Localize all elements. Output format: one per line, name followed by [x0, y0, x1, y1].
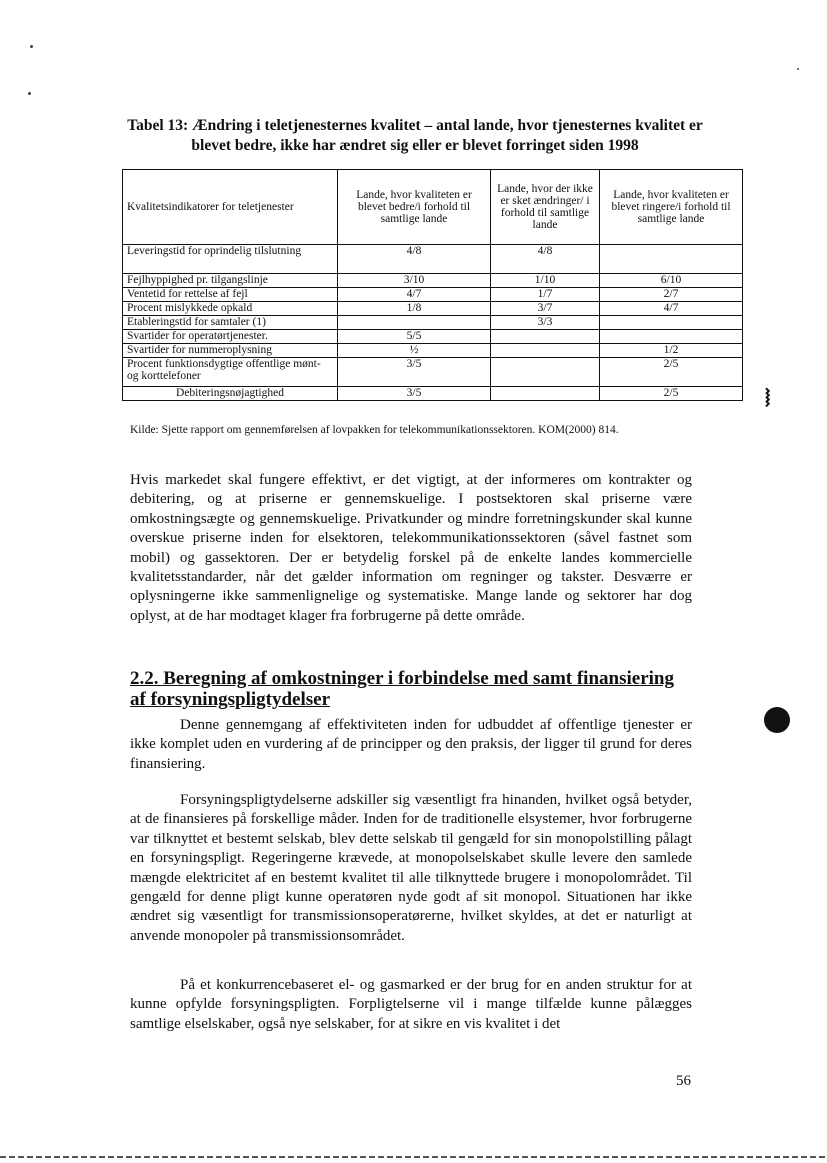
table-header-row	[123, 170, 743, 245]
cell-worse	[600, 316, 743, 330]
cell-worse: 1/2	[600, 344, 743, 358]
table-row	[123, 245, 743, 274]
cell-improved: 3/5	[338, 358, 491, 387]
cell-unchanged	[491, 387, 600, 401]
cell-worse: 2/7	[600, 288, 743, 302]
header-improved: Lande, hvor kvaliteten er blevet bedre/i forhold til samtlige lande	[338, 170, 491, 245]
scan-edge-line	[0, 1156, 827, 1158]
table-row	[123, 358, 743, 387]
row-label: Debiteringsnøjagtighed	[123, 387, 338, 401]
cell-worse: 2/5	[600, 387, 743, 401]
table-row	[123, 288, 743, 302]
scan-speck-icon	[28, 92, 31, 95]
paragraph-financing-intro: Denne gennemgang af effektiviteten inden for udbuddet af offentlige tjenester er ikke komplet uden en vurdering af de principper og den praksis, der ligger til grund for deres finansiering.	[130, 717, 692, 772]
row-label: Fejlhyppighed pr. tilgangslinje	[123, 274, 338, 288]
cell-worse	[600, 330, 743, 344]
cell-unchanged	[491, 344, 600, 358]
cell-unchanged: 1/7	[491, 288, 600, 302]
table-row	[123, 316, 743, 330]
cell-improved: 3/10	[338, 274, 491, 288]
cell-worse	[600, 245, 743, 274]
cell-unchanged	[491, 330, 600, 344]
row-label: Svartider for operatørtjenester.	[123, 330, 338, 344]
paragraph-competition: På et konkurrencebaseret el- og gasmarked er der brug for en anden struktur for at kunne opfylde forsyningspligten. Forpligtelserne vil i mange tilfælde kunne pålægges samtlige elselskaber, også nye selskaber, for at sikre en vis kvalitet i det	[130, 977, 692, 1032]
header-unchanged: Lande, hvor der ikke er sket ændringer/ i forhold til samtlige lande	[491, 170, 600, 245]
cell-improved	[338, 316, 491, 330]
paragraph-service-obligations: Forsyningspligtydelserne adskiller sig væsentligt fra hinanden, hvilket også betyder, at de finansieres på forskellige måder. Inden for de traditionelle elsystemer, hvor forbrugerne var tilknyttet et bestemt selskab, blev dette selskab til gengæld for sin monopolstilling pålagt en forsyningspligt. Regeringerne krævede, at monopolselskabet skulle levere den samlede mængde elektricitet af en bestemt kvalitet til alle tilknyttede brugere i monopolområdet. Til gengæld for denne pligt kunne operatøren nyde godt af sit monopol. Situationen har ikke ændret sig væsentligt for transmissionsoperatørerne, hvilket skyldes, at det er naturligt at anvende monopoler på transmissionsområdet.	[130, 792, 692, 944]
table-row	[123, 274, 743, 288]
table-row	[123, 302, 743, 316]
row-label: Svartider for nummeroplysning	[123, 344, 338, 358]
cell-unchanged: 1/10	[491, 274, 600, 288]
table-row	[123, 344, 743, 358]
scan-mark-icon: ⧘	[765, 383, 771, 412]
row-label: Etableringstid for samtaler (1)	[123, 316, 338, 330]
row-label: Leveringstid for oprindelig tilslutning	[123, 245, 338, 274]
cell-worse: 2/5	[600, 358, 743, 387]
row-label: Ventetid for rettelse af fejl	[123, 288, 338, 302]
row-label: Procent mislykkede opkald	[123, 302, 338, 316]
scan-dot-icon	[764, 707, 790, 733]
page-number: 56	[676, 1073, 691, 1089]
cell-improved: 5/5	[338, 330, 491, 344]
header-worse: Lande, hvor kvaliteten er blevet ringere/i forhold til samtlige lande	[600, 170, 743, 245]
table-title: Tabel 13: Ændring i teletjenesternes kvalitet – antal lande, hvor tjenesternes kvalitet er blevet bedre, ikke har ændret sig eller er blevet forringet siden 1998	[127, 117, 703, 154]
cell-improved: 1/8	[338, 302, 491, 316]
cell-worse: 4/7	[600, 302, 743, 316]
cell-improved: 4/8	[338, 245, 491, 274]
scan-speck-icon	[797, 68, 799, 70]
paragraph-information: Hvis markedet skal fungere effektivt, er det vigtigt, at der informeres om kontrakter og debitering, og at priserne er gennemskuelige. I postsektoren skal priserne være omkostningsægte og gennemskuelige. Privatkunder og mindre forretningskunder skal kunne overskue priserne inden for elsektoren, telekommunikationssektoren (såvel fastnet som mobil) og gassektoren. Der er betydelig forskel på de enkelte landes kommercielle kvalitetsstandarder, når det gælder information om regninger og takster. Desværre er oplysningerne ikke sammenlignelige og systematiske. Mange lande og sektorer har dog oplyst, at de har modtaget klager fra forbrugerne på dette område.	[130, 472, 692, 624]
row-label: Procent funktionsdygtige offentlige mønt- og korttelefoner	[123, 358, 338, 387]
cell-unchanged	[491, 358, 600, 387]
cell-unchanged: 3/7	[491, 302, 600, 316]
header-indicator: Kvalitetsindikatorer for teletjenester	[123, 170, 338, 245]
section-heading: 2.2. Beregning af omkostninger i forbindelse med samt finansiering af forsyningspligtydelser	[130, 668, 674, 710]
cell-improved: 3/5	[338, 387, 491, 401]
table-row	[123, 330, 743, 344]
quality-table	[122, 169, 743, 401]
scan-speck-icon	[30, 45, 33, 48]
cell-improved: 4/7	[338, 288, 491, 302]
cell-worse: 6/10	[600, 274, 743, 288]
cell-unchanged: 4/8	[491, 245, 600, 274]
cell-improved: ½	[338, 344, 491, 358]
table-row	[123, 387, 743, 401]
table-source: Kilde: Sjette rapport om gennemførelsen af lovpakken for telekommunikationssektoren. KOM(2000) 814.	[130, 424, 619, 436]
cell-unchanged: 3/3	[491, 316, 600, 330]
